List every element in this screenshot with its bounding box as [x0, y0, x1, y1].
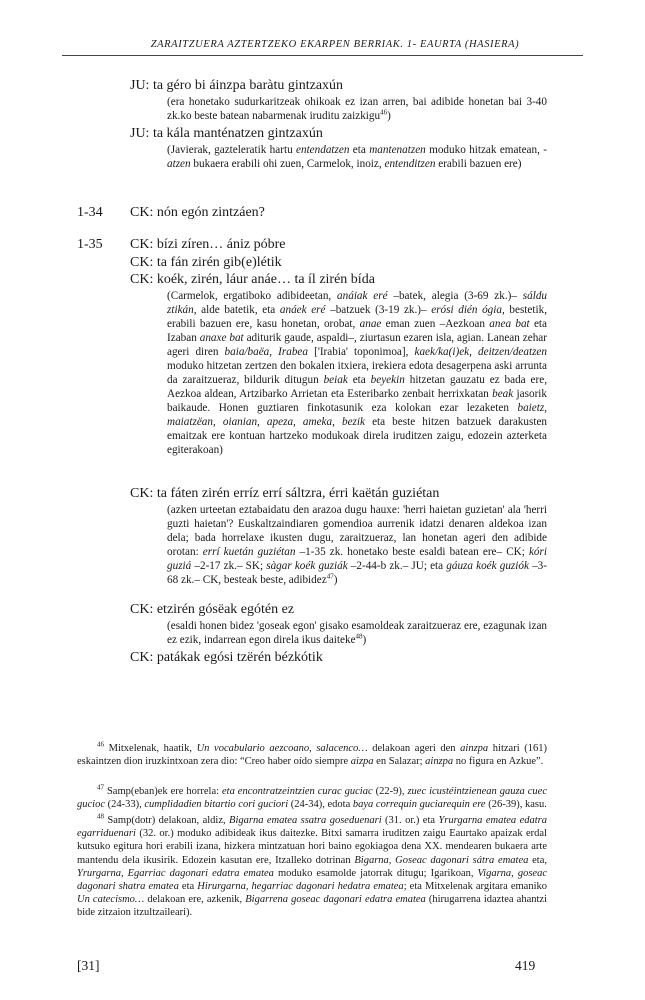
text-run: (26-39), kasu.: [485, 799, 547, 811]
text-run: Mitxelenak, haatik,: [104, 743, 197, 754]
transcript-line-ck5: CK: etzirén gósëak egótén ez: [130, 602, 295, 617]
text-run: ): [362, 634, 367, 646]
text-run: , bestetik, erabili bazuen ere, kasu honetan, orobat,: [167, 304, 547, 330]
italic-run: errí kuetán guziétan: [202, 546, 296, 558]
italic-run: erósi dién ógia: [431, 304, 502, 316]
line-number-1-35: 1-35: [77, 237, 103, 252]
italic-run: zuec icustéintzienean gauza cuec gucioc: [77, 786, 547, 811]
italic-run: Un catecismo…: [77, 894, 145, 906]
italic-run: entenditzen: [384, 158, 436, 170]
text-run: –1-35 zk. honetako beste esaldi batean ere– CK;: [295, 546, 529, 558]
text-run: ): [387, 110, 391, 122]
text-run: moduko esamolde jatorrak ditugu; Igarikoan,: [273, 867, 478, 879]
running-header: ZARAITZUERA AZTERTZEKO EKARPEN BERRIAK. 1- EAURTA (HASIERA): [150, 39, 520, 50]
text-run: eta,: [528, 854, 547, 866]
text-run: erabili bazuen ere): [435, 158, 522, 170]
footnote-ref: 48: [355, 632, 363, 641]
italic-run: cumplidadien bitartio cori guciori: [144, 799, 289, 811]
note-ck4: [167, 503, 547, 587]
italic-run: Bigarna ematea ssatra goseduenari: [229, 815, 382, 826]
italic-run: anea bat: [489, 318, 530, 330]
transcript-line-ju2: JU: ta kála manténatzen gintzaxún: [130, 126, 323, 141]
transcript-line-ck6: CK: patákak egósi tzërén bézkótik: [130, 650, 323, 665]
text-run: Samp(eban)ek ere horrela:: [104, 786, 222, 797]
text-run: (32. or.) moduko adibideak ikus daitezke. Bitxi samarra iruditzen zaigu Eaurtako apaizak erdal kutsuko egitura hori erabili izana, hizkera mintzatuan hori baino egokiagoa dena XX. mendearen bukaera arte mantendu dela ikusirik. Edozein kasutan ere, Itzalleko dotrinan: [77, 828, 547, 866]
italic-run: gáuza koék guziók: [446, 560, 529, 572]
italic-run: Un vocabulario aezcoano, salacenco…: [196, 743, 368, 754]
italic-run: anáek eré: [279, 304, 326, 316]
text-run: eta: [347, 374, 371, 386]
italic-run: kaek/ka(i)ek, deitzen/deatzen: [414, 346, 547, 358]
italic-run: Yrurgarna, Egarriac dagonari edatra ematea: [77, 867, 274, 879]
page-number: 419: [515, 958, 536, 973]
transcript-line-ck4: CK: ta fáten zirén erríz errí sáltzra, érri kaëtán guziétan: [130, 486, 440, 501]
text-run: –2-17 zk.– SK;: [191, 560, 267, 572]
text-run: bukaera erabili ohi zuen, Carmelok, inoiz,: [190, 158, 385, 170]
note-ju1: [167, 95, 547, 123]
text-run: eta beste hitzen batzuek darakusten emaitzak ere kontuan hartzeko modukoak direla iruditzen zaigu, edozein azterketa egiterakoan): [167, 416, 547, 456]
text-run: aditurik gaude, aspaldi–, ziurtasun ezaren isla, agian. Lanean zehar ageri diren: [167, 332, 547, 358]
footnote-ref: 48: [97, 812, 104, 821]
footnote-ref: 46: [97, 740, 104, 749]
italic-run: entendatzen: [296, 144, 350, 156]
text-run: (Javierak, gazteleratik hartu: [167, 144, 297, 156]
transcript-line-ck3: CK: koék, zirén, láur anáe… ta íl zirén bída: [130, 272, 375, 287]
text-run: (31. or.) eta: [381, 815, 439, 826]
italic-run: beiak: [323, 374, 348, 386]
text-run: delakoan ere, azkenik,: [144, 894, 246, 906]
text-run: moduko hitzetan zertzen den bokalen itxiera, irekiera edota desagerpena aski arrunta da zaraitzueraz, bildurik ditugun: [167, 360, 547, 386]
italic-run: mantenatzen: [369, 144, 426, 156]
italic-run: anaxe bat: [199, 332, 244, 344]
text-run: eta: [349, 144, 370, 156]
italic-run: Hirurgarna, hegarriac dagonari hedatra ematea: [197, 881, 404, 893]
italic-run: beak: [492, 388, 514, 400]
footnote-46: [77, 742, 547, 768]
footnote-ref: 47: [326, 572, 334, 581]
italic-run: Bigarrena goseac dagonari edatra ematea: [245, 894, 426, 906]
italic-run: -atzen: [167, 144, 547, 170]
text-run: hitzetan gauzatu ez bada ere, Aezkoa aldean, Artzibarko Arrietan eta Esteribarko zenbait herrixkatan: [167, 374, 548, 400]
italic-run: sàgar koék guziák: [266, 560, 348, 572]
text-run: (24-33),: [105, 799, 145, 811]
italic-run: baietz, maiatzëan, oianian, apeza, ameka, bezik: [167, 402, 547, 428]
text-run: moduko hitzak ematean,: [425, 144, 544, 156]
footnote-ref: 46: [380, 108, 388, 117]
italic-run: Vigarna, goseac dagonari shatra ematea: [77, 867, 547, 893]
text-run: (22-9),: [372, 786, 408, 797]
transcript-line-1-35: CK: bízi zíren… ániz póbre: [130, 237, 286, 252]
italic-run: eta encontratzeintzien curac guciac: [222, 786, 373, 797]
text-run: , alde batetik, eta: [193, 304, 280, 316]
text-run: eman zuen –Aezkoan: [381, 318, 490, 330]
text-run: –batzuek (3-19 zk.)–: [325, 304, 432, 316]
text-run: hitzari (161) eskaintzen dion iruzkintxoan zera dio: “Creo haber oído siempre: [77, 743, 547, 768]
transcript-line-ck2: CK: ta fán zirén gib(e)létik: [130, 255, 282, 270]
text-run: (era honetako sudurkaritzeak ohikoak ez izan arren, bai adibide honetan bai 3-40 zk.ko beste batean nabarmenak iruditu zaizkigu: [167, 96, 547, 122]
text-run: delakoan ageri den: [367, 743, 461, 754]
italic-run: anáiak eré: [337, 290, 388, 302]
text-run: –2-44-b zk.– JU; eta: [347, 560, 447, 572]
text-run: no figura en Azkue”.: [453, 756, 544, 768]
italic-run: ainzpa: [425, 756, 454, 768]
italic-run: beyekin: [370, 374, 405, 386]
italic-run: ainzpa: [460, 743, 489, 754]
text-run: –batek, alegia (3-69 zk.)–: [387, 290, 523, 302]
transcript-line-1-34: CK: nón egón zintzáen?: [130, 205, 265, 220]
footnote-ref: 47: [97, 783, 104, 792]
line-number-1-34: 1-34: [77, 205, 103, 220]
text-run: (hirugarrena idaztea ahantzi bide zitzaion itzultzaileari).: [77, 894, 547, 919]
italic-run: aizpa: [350, 756, 374, 768]
text-run: eta: [178, 881, 198, 893]
folio-left: [31]: [77, 958, 100, 973]
italic-run: baya correquin guciarequin ere: [352, 799, 486, 811]
note-ck3: [167, 289, 547, 457]
footnote-47: [77, 785, 547, 811]
note-ck5: [167, 619, 547, 647]
italic-run: Bigarna, Goseac dagonari sátra ematea: [354, 854, 529, 866]
text-run: (24-34), edota: [288, 799, 353, 811]
text-run: eta Izaban: [167, 318, 547, 344]
italic-run: Yrurgarna ematea edatra egarriduenari: [77, 815, 547, 840]
text-run: ['Irabia' toponimoa],: [308, 346, 415, 358]
text-run: Samp(dotr) delakoan, aldiz,: [104, 815, 230, 826]
text-run: (azken urteetan eztabaidatu den arazoa dugu hauxe: 'herri haietan guzietan' ala 'herri guzti haietan'? Euskaltzaindiaren gomendioa aurrenik idatzi denaren aldekoa izan dela; bada horrelaxe ikusten dugu, zaraitzueraz, lan honetan ageri den adibide orotan:: [167, 504, 547, 558]
header-rule: [62, 55, 583, 56]
text-run: (esaldi honen bidez 'goseak egon' gisako esamoldeak zaraitzueraz ere, ezagunak izan ez ezik, indarrean egon direla ikus daiteke: [167, 620, 547, 646]
text-run: en Salazar;: [373, 756, 426, 768]
text-run: jasorik baikaude. Honen guztiaren finkotasunik eza kolokan ezar lezaketen: [167, 388, 547, 414]
note-ju2: [167, 143, 547, 171]
italic-run: anae: [359, 318, 382, 330]
text-run: (Carmelok, ergatiboko adibideetan,: [167, 290, 338, 302]
text-run: ; eta Mitxelenak argitara emaniko: [403, 881, 547, 893]
text-run: ): [333, 574, 338, 586]
text-run: –3-68 zk.– CK, besteak beste, adibidez: [167, 560, 547, 586]
italic-run: sáldu ztikán: [167, 290, 548, 316]
transcript-line-ju1: JU: ta géro bi áinzpa baràtu gintzaxún: [130, 78, 344, 93]
italic-run: baia/baëa, Irabea: [224, 346, 308, 358]
footnote-48: [77, 814, 547, 920]
italic-run: kóri guziá: [167, 546, 547, 572]
